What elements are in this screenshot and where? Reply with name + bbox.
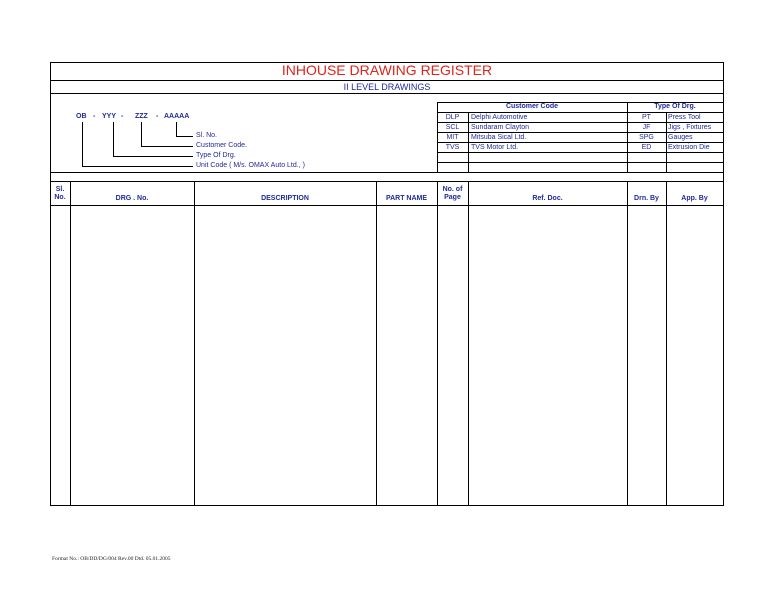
customer-code-header: Customer Code: [505, 103, 559, 110]
bracket-unit-h: [82, 166, 193, 167]
drawing-type-name-cell: Extrusion Die: [668, 144, 710, 151]
code-part-zzz: ZZZ: [135, 113, 148, 120]
drawing-type-code-cell: SPG: [639, 134, 654, 141]
customer-name-cell: TVS Motor Ltd.: [471, 144, 519, 151]
title-separator: [50, 80, 724, 81]
legend-unit-code: Unit Code ( M/s. OMAX Auto Ltd., ): [196, 162, 305, 169]
col-line-5: [468, 181, 469, 506]
bracket-unit-v: [82, 122, 83, 166]
customer-name-cell: Mitsuba Sical Ltd.: [471, 134, 527, 141]
customer-code-cell: DLP: [445, 114, 460, 121]
legend-customer-code: Customer Code.: [196, 142, 247, 149]
legend-type-of-drg: Type Of Drg.: [196, 152, 236, 159]
bracket-slno-v: [176, 122, 177, 136]
col-line-2: [194, 181, 195, 506]
column-header-ref-doc: Ref. Doc.: [532, 195, 563, 202]
frame-left: [50, 62, 51, 506]
format-number-footer: Format No.: OB/DD/DG/004 Rev.00 Dtd. 05.01.2005: [52, 556, 171, 562]
customer-name-cell: Delphi Automotive: [471, 114, 528, 121]
customer-code-cell: SCL: [445, 124, 460, 131]
column-header-drn-by: Drn. By: [634, 195, 659, 202]
col-line-7: [666, 181, 667, 506]
codes-row-6: [437, 162, 724, 163]
col-line-3: [376, 181, 377, 506]
page-title: INHOUSE DRAWING REGISTER: [281, 62, 493, 78]
drawing-type-code-cell: ED: [641, 144, 652, 151]
col-line-4: [437, 181, 438, 506]
frame-right: [723, 62, 724, 506]
code-part-aaaaa: AAAAA: [164, 113, 190, 120]
code-part-yyy: YYY: [102, 113, 117, 120]
column-header-no-of-page: [437, 186, 468, 202]
frame-bottom: [50, 505, 724, 506]
page-subtitle: II LEVEL DRAWINGS: [343, 82, 431, 92]
codes-div-1: [468, 112, 469, 172]
bracket-cust-h: [141, 146, 193, 147]
legend-sl-no: Sl. No.: [196, 132, 218, 139]
customer-name-cell: Sundaram Clayton: [471, 124, 529, 131]
drawing-type-name-cell: Press Tool: [668, 114, 701, 121]
code-dash-2: -: [121, 113, 124, 120]
drawing-type-name-cell: Jigs , Fixtures: [668, 124, 712, 131]
info-bottom-line: [50, 172, 724, 173]
table-header-top: [50, 181, 724, 182]
bracket-type-h: [113, 156, 193, 157]
subtitle-separator: [50, 93, 724, 94]
code-dash-3: -: [156, 113, 159, 120]
col-line-6: [627, 181, 628, 506]
code-part-ob: OB: [76, 113, 87, 120]
column-header-description: DESCRIPTION: [261, 195, 309, 202]
column-header-label: Sl. No.: [54, 186, 66, 201]
customer-code-cell: MIT: [446, 134, 459, 141]
drawing-type-code-cell: JF: [642, 124, 651, 131]
bracket-slno-h: [176, 136, 193, 137]
drawing-type-header: Type Of Drg.: [654, 103, 696, 110]
column-header-part-name: PART NAME: [385, 195, 428, 202]
code-dash-1: -: [93, 113, 96, 120]
table-header-bottom: [50, 205, 724, 206]
codes-row-5: [437, 152, 724, 153]
drawing-type-code-cell: PT: [642, 114, 651, 121]
customer-code-cell: TVS: [445, 144, 460, 151]
drawing-type-name-cell: Gauges: [668, 134, 693, 141]
column-header-app-by: App. By: [681, 195, 708, 202]
col-line-1: [70, 181, 71, 506]
bracket-type-v: [113, 122, 114, 156]
bracket-cust-v: [141, 122, 142, 146]
column-header-sl-no: [50, 186, 70, 202]
column-header-drg-no: DRG . No.: [115, 195, 149, 202]
codes-div-3: [666, 112, 667, 172]
column-header-label: No. of Page: [442, 186, 463, 201]
